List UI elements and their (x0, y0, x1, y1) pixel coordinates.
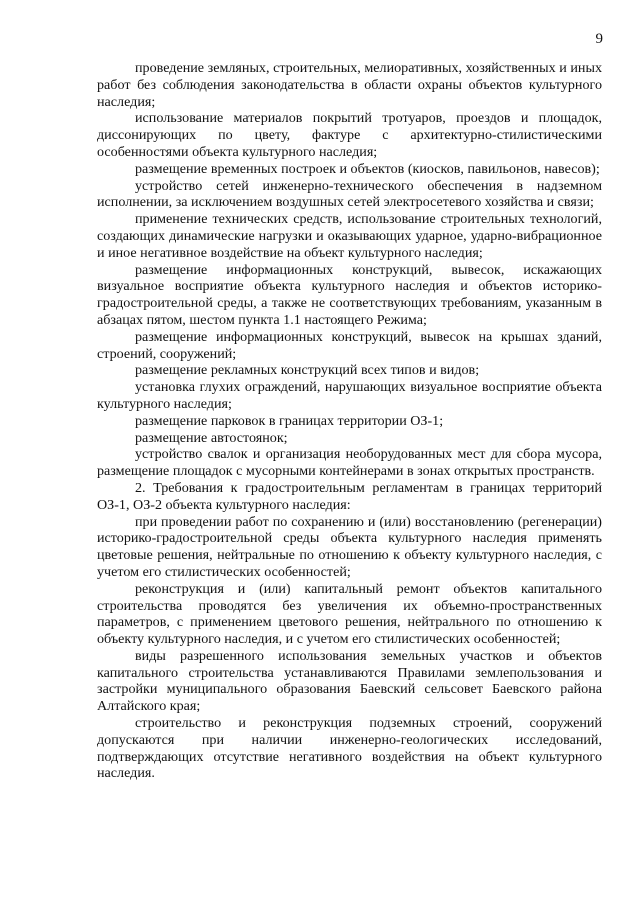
paragraph: установка глухих ограждений, нарушающих визуальное восприятие объекта культурного наследия; (97, 379, 602, 412)
paragraph: устройство свалок и организация необорудованных мест для сбора мусора, размещение площадок с мусорными контейнерами в зонах открытых пространств. (97, 446, 602, 480)
paragraph: устройство сетей инженерно-технического обеспечения в надземном исполнении, за исключением воздушных сетей электросетевого хозяйства и связи; (97, 177, 602, 211)
paragraph: виды разрешенного использования земельных участков и объектов капитального строительства устанавливаются Правилами землепользования и застройки муниципального образования Баевский сельсовет Баевского района Алтайского края; (97, 647, 602, 715)
paragraph: размещение временных построек и объектов (киосков, павильонов, навесов); (135, 160, 600, 177)
paragraph: применение технических средств, использование строительных технологий, создающих динамические нагрузки и оказывающих ударное, ударно-вибрационное и иное негативное воздействие на объект культурного наследия; (97, 211, 602, 261)
paragraph: проведение земляных, строительных, мелиоративных, хозяйственных и иных работ без соблюдения законодательства в области охраны объектов культурного наследия; (97, 60, 602, 110)
paragraph: размещение информационных конструкций, вывесок, искажающих визуальное восприятие объекта культурного наследия и объектов историко-градостроительной среды, а также не соответствующих требованиям, указанным в абзацах пятом, шестом пункта 1.1 настоящего Режима; (97, 261, 602, 328)
page-number: 9 (595, 31, 603, 47)
paragraph: размещение информационных конструкций, вывесок на крышах зданий, строений, сооружений; (97, 328, 602, 362)
paragraph: размещение рекламных конструкций всех типов и видов; (135, 362, 480, 379)
paragraph: размещение парковок в границах территории ОЗ-1; (135, 412, 444, 429)
paragraph: при проведении работ по сохранению и (или) восстановлению (регенерации) историко-градостроительной среды объекта культурного наследия применять цветовые решения, нейтральные по отношению к объекту культурного наследия, с учетом его стилистических особенностей; (97, 513, 602, 580)
document-body (97, 60, 602, 782)
paragraph: строительство и реконструкция подземных строений, сооружений допускаются при наличии инженерно-геологических исследований, подтверждающих отсутствие негативного воздействия на объект культурного наследия. (97, 715, 602, 782)
paragraph: размещение автостоянок; (135, 429, 288, 446)
paragraph: использование материалов покрытий тротуаров, проездов и площадок, диссонирующих по цвету, фактуре с архитектурно-стилистическими особенностями объекта культурного наследия; (97, 110, 602, 160)
paragraph: реконструкция и (или) капитальный ремонт объектов капитального строительства проводятся без увеличения их объемно-пространственных параметров, с применением цветового решения, нейтрального по отношению к объекту культурного наследия, и с учетом его стилистических особенностей; (97, 580, 602, 648)
section-heading-paragraph: 2. Требования к градостроительным регламентам в границах территорий ОЗ-1, ОЗ-2 объекта культурного наследия: (97, 479, 602, 513)
